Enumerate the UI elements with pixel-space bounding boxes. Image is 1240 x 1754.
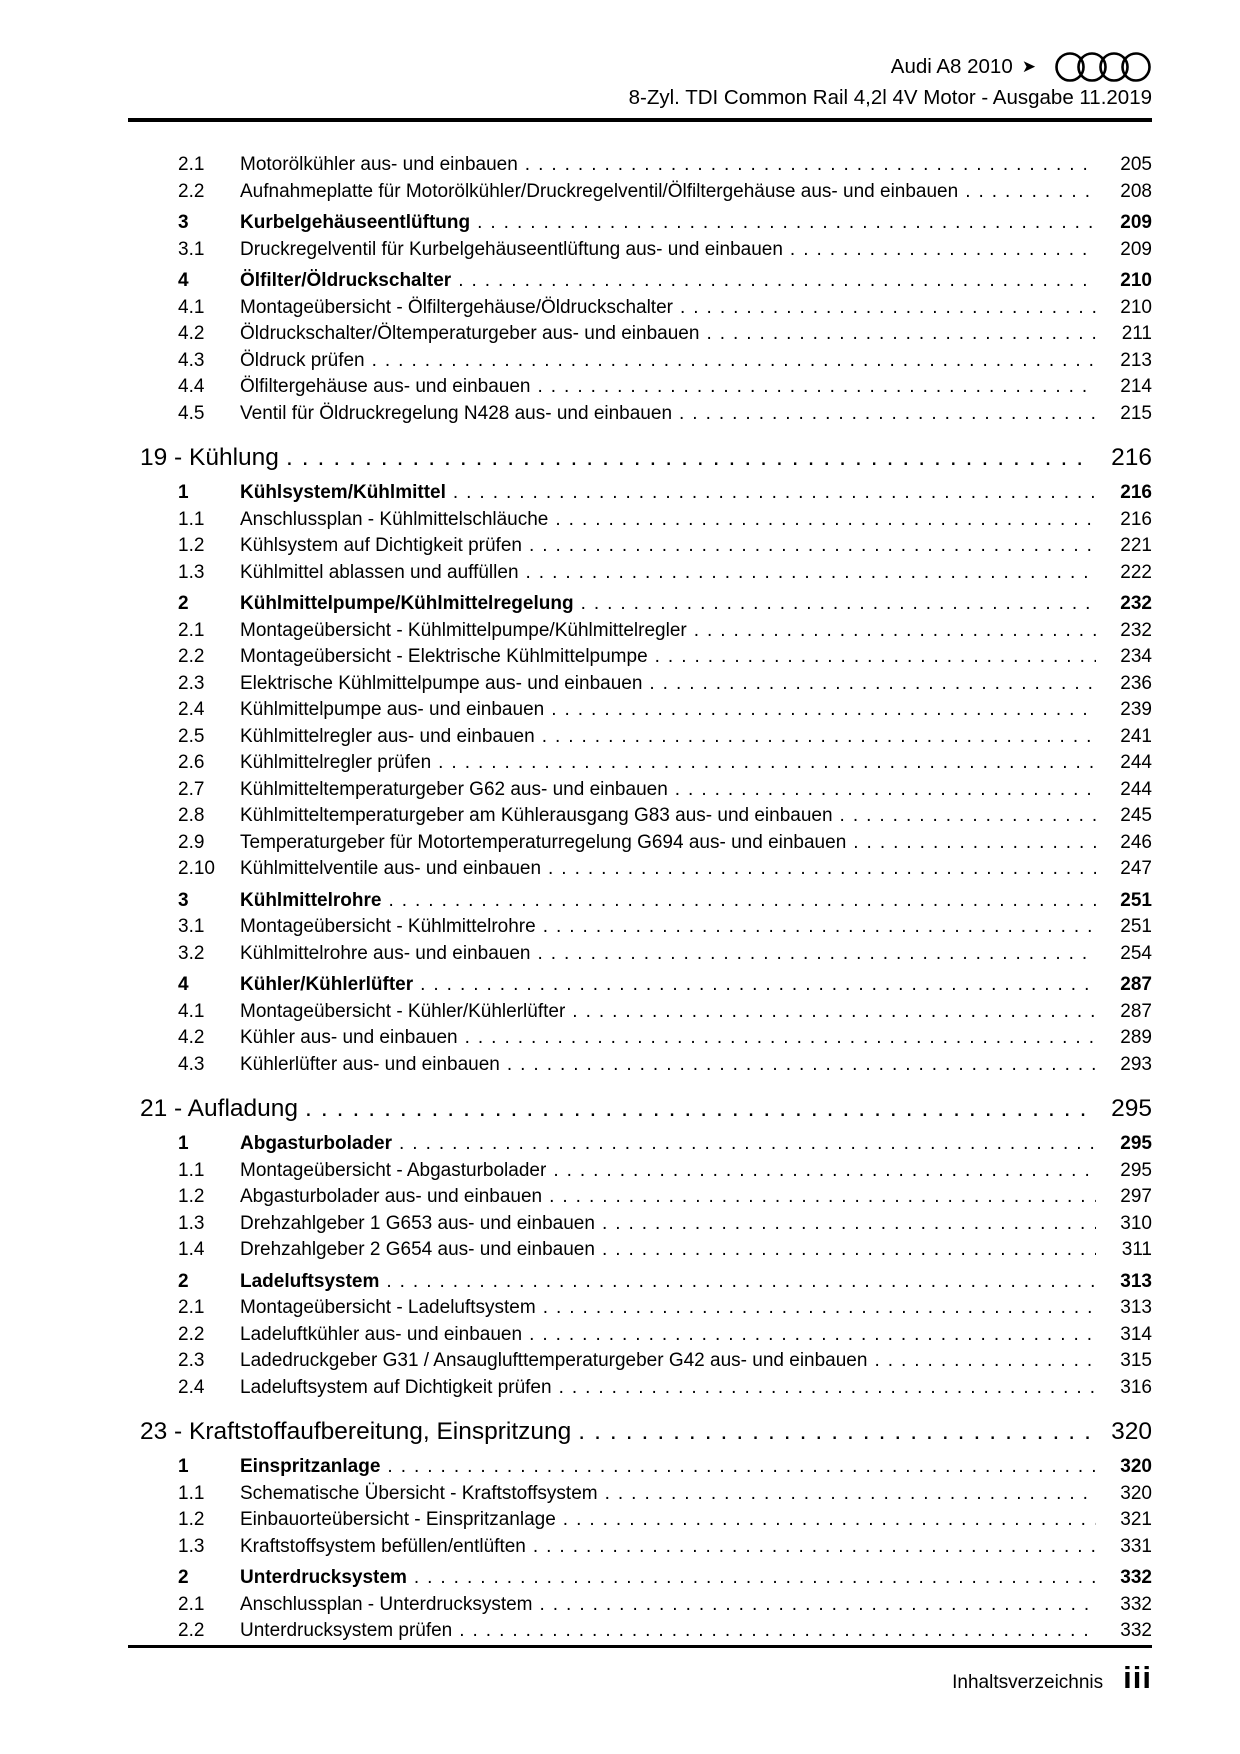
dot-leader [286, 440, 1090, 475]
dot-leader [874, 1348, 1096, 1375]
dot-leader [675, 777, 1096, 804]
model-title: Audi A8 2010 [890, 55, 1013, 78]
entry-number: 2.2 [178, 1323, 205, 1345]
entry-title: Kühlsystem/Kühlmittel [240, 482, 446, 503]
entry-number: 1.3 [178, 1535, 205, 1557]
dot-leader [553, 1158, 1096, 1185]
toc-entry-row [128, 507, 1152, 534]
dot-leader [605, 1481, 1096, 1508]
dot-leader [399, 1131, 1096, 1158]
toc-entry-row [128, 914, 1152, 941]
dot-leader [529, 533, 1096, 560]
entry-page-number: 254 [1120, 942, 1152, 964]
entry-number: 2.4 [178, 1376, 205, 1398]
chapter-page-number: 216 [1111, 444, 1152, 471]
entry-page-number: 246 [1120, 831, 1152, 853]
entry-page-number: 213 [1120, 349, 1152, 371]
entry-number: 3.1 [178, 238, 205, 260]
entry-page-number: 320 [1120, 1482, 1152, 1504]
dot-leader [563, 1507, 1096, 1534]
toc-entry-row [128, 1025, 1152, 1052]
toc-entry-row [128, 1211, 1152, 1238]
entry-number: 1.2 [178, 535, 205, 556]
entry-page-number: 313 [1120, 1270, 1152, 1292]
entry-number: 4.2 [178, 323, 205, 344]
entry-page-number: 311 [1121, 1239, 1152, 1260]
chapter-heading: 21 - Aufladung [140, 1095, 299, 1122]
dot-leader [529, 1322, 1096, 1349]
entry-page-number: 289 [1120, 1027, 1152, 1048]
toc-entry-row [128, 724, 1152, 751]
dot-leader [453, 480, 1096, 507]
entry-page-number: 216 [1120, 508, 1152, 530]
footer-label: Inhaltsverzeichnis [952, 1672, 1104, 1693]
entry-page-number: 287 [1120, 974, 1152, 995]
dot-leader [526, 560, 1096, 587]
entry-page-number: 332 [1120, 1593, 1152, 1615]
entry-title: Kühlmittelrohre [240, 889, 382, 911]
entry-page-number: 293 [1120, 1053, 1152, 1075]
entry-title: Kühlmittelrohre aus- und einbauen [240, 942, 531, 964]
entry-title: Ladeluftsystem [240, 1270, 380, 1292]
toc-entry-row [128, 750, 1152, 777]
entry-page-number: 295 [1120, 1133, 1152, 1154]
entry-page-number: 314 [1120, 1323, 1152, 1345]
entry-title: Einspritzanlage [240, 1456, 381, 1477]
entry-number: 1.2 [178, 1509, 205, 1530]
page-header [128, 0, 1152, 122]
dot-leader [388, 888, 1096, 915]
entry-title: Kühlmittelpumpe/Kühlmittelregelung [240, 593, 574, 614]
entry-number: 1.2 [178, 1186, 205, 1207]
entry-title: Unterdrucksystem prüfen [240, 1620, 453, 1641]
dot-leader [679, 401, 1096, 428]
entry-page-number: 297 [1120, 1186, 1152, 1207]
entry-title: Montageübersicht - Abgasturbolader [240, 1159, 547, 1181]
toc-entry-row [128, 179, 1152, 206]
entry-page-number: 332 [1120, 1620, 1152, 1641]
entry-number: 2.10 [178, 858, 215, 879]
entry-number: 2.1 [178, 154, 205, 175]
dot-leader [458, 268, 1096, 295]
entry-number: 2 [178, 1567, 189, 1588]
entry-title: Kühlmitteltemperaturgeber G62 aus- und einbauen [240, 778, 668, 800]
toc-entry-row [128, 1158, 1152, 1185]
entry-number: 2 [178, 593, 189, 614]
dot-leader [414, 1565, 1096, 1592]
entry-number: 1.4 [178, 1239, 205, 1260]
entry-page-number: 216 [1120, 482, 1152, 503]
entry-page-number: 251 [1120, 916, 1152, 937]
dot-leader [372, 348, 1096, 375]
entry-page-number: 241 [1120, 725, 1152, 747]
dot-leader [555, 507, 1096, 534]
toc-entry-row [128, 1507, 1152, 1534]
audi-rings-icon [1054, 50, 1152, 84]
toc-entry-row [128, 1348, 1152, 1375]
dot-leader [543, 1295, 1096, 1322]
toc-section [128, 152, 1152, 427]
toc-entry-row [128, 237, 1152, 264]
dot-leader [649, 671, 1096, 698]
entry-title: Kühlerlüfter aus- und einbauen [240, 1053, 500, 1075]
entry-page-number: 332 [1120, 1567, 1152, 1588]
toc-entry-row [128, 533, 1152, 560]
entry-page-number: 208 [1120, 180, 1152, 202]
entry-page-number: 331 [1120, 1535, 1152, 1557]
dot-leader [537, 374, 1096, 401]
entry-title: Unterdrucksystem [240, 1567, 407, 1588]
entry-page-number: 232 [1120, 619, 1152, 641]
toc-entry-row [128, 999, 1152, 1026]
entry-title: Kühler aus- und einbauen [240, 1027, 458, 1048]
toc-entry-row [128, 1269, 1152, 1296]
entry-number: 2.6 [178, 752, 205, 773]
toc-entry-row [128, 480, 1152, 507]
header-subtitle: 8-Zyl. TDI Common Rail 4,2l 4V Motor - Ausgabe 11.2019 [628, 86, 1152, 109]
entry-title: Ventil für Öldruckregelung N428 aus- und einbauen [240, 402, 673, 424]
entry-page-number: 209 [1120, 212, 1152, 233]
chapter-heading: 19 - Kühlung [140, 444, 279, 471]
toc-entry-row [128, 210, 1152, 237]
entry-number: 2.5 [178, 725, 205, 747]
entry-number: 1.1 [178, 508, 205, 530]
entry-title: Ölfiltergehäuse aus- und einbauen [240, 376, 531, 397]
entry-page-number: 232 [1120, 593, 1152, 614]
entry-title: Ölfilter/Öldruckschalter [240, 270, 452, 291]
dot-leader [525, 152, 1096, 179]
dot-leader [459, 1618, 1096, 1645]
toc-entry-row [128, 888, 1152, 915]
entry-title: Aufnahmeplatte für Motorölkühler/Druckregelventil/Ölfiltergehäuse aus- und einbauen [240, 180, 959, 202]
chapter-page-number: 295 [1111, 1095, 1152, 1122]
entry-page-number: 313 [1120, 1297, 1152, 1318]
entry-number: 4.3 [178, 349, 205, 371]
entry-page-number: 214 [1120, 376, 1152, 397]
dot-leader [537, 941, 1096, 968]
entry-number: 3.1 [178, 916, 205, 937]
entry-page-number: 244 [1120, 752, 1152, 773]
entry-number: 3.2 [178, 942, 205, 964]
toc-entry-row [128, 1295, 1152, 1322]
toc-chapter-row [128, 1414, 1152, 1449]
dot-leader [559, 1375, 1096, 1402]
entry-title: Ladeluftsystem auf Dichtigkeit prüfen [240, 1376, 552, 1398]
dot-leader [542, 724, 1096, 751]
entry-page-number: 320 [1120, 1456, 1152, 1477]
entry-number: 4.4 [178, 376, 205, 397]
toc-entry-row [128, 1481, 1152, 1508]
entry-title: Kühlmitteltemperaturgeber am Kühlerausgang G83 aus- und einbauen [240, 805, 833, 826]
dot-leader [465, 1025, 1096, 1052]
entry-number: 2.3 [178, 672, 205, 694]
entry-title: Kühlsystem auf Dichtigkeit prüfen [240, 535, 522, 556]
toc-entry-row [128, 321, 1152, 348]
toc-entry-row [128, 941, 1152, 968]
entry-page-number: 316 [1120, 1376, 1152, 1398]
entry-title: Kurbelgehäuseentlüftung [240, 212, 471, 233]
dot-leader [533, 1534, 1096, 1561]
entry-title: Montageübersicht - Kühlmittelrohre [240, 916, 536, 937]
entry-number: 2 [178, 1270, 189, 1292]
dot-leader [680, 295, 1096, 322]
entry-page-number: 247 [1120, 858, 1152, 879]
entry-title: Schematische Übersicht - Kraftstoffsystem [240, 1482, 598, 1504]
entry-title: Elektrische Kühlmittelpumpe aus- und einbauen [240, 672, 643, 694]
dot-leader [548, 856, 1096, 883]
model-year-arrow-icon: ➤ [1021, 57, 1036, 76]
dot-leader [551, 697, 1096, 724]
footer-line [128, 1660, 1152, 1696]
toc-entry-row [128, 618, 1152, 645]
entry-page-number: 210 [1120, 270, 1152, 291]
entry-number: 4.3 [178, 1053, 205, 1075]
entry-title: Kühler/Kühlerlüfter [240, 974, 414, 995]
header-model-line [128, 50, 1152, 84]
dot-leader [578, 1414, 1090, 1449]
toc-entry-row [128, 374, 1152, 401]
toc-entry-row [128, 803, 1152, 830]
entry-number: 4 [178, 270, 189, 291]
entry-page-number: 234 [1120, 646, 1152, 667]
entry-title: Öldruckschalter/Öltemperaturgeber aus- und einbauen [240, 323, 700, 344]
entry-page-number: 209 [1120, 238, 1152, 260]
entry-page-number: 244 [1120, 778, 1152, 800]
dot-leader [581, 591, 1096, 618]
dot-leader [507, 1052, 1096, 1079]
toc-entry-row [128, 268, 1152, 295]
entry-number: 4.5 [178, 402, 205, 424]
toc-section [128, 1091, 1152, 1401]
toc [128, 122, 1152, 1645]
entry-title: Motorölkühler aus- und einbauen [240, 154, 518, 175]
entry-number: 2.7 [178, 778, 205, 800]
entry-title: Kühlmittelventile aus- und einbauen [240, 858, 542, 879]
entry-title: Montageübersicht - Ladeluftsystem [240, 1297, 536, 1318]
dot-leader [420, 972, 1096, 999]
entry-number: 1 [178, 482, 189, 503]
dot-leader [549, 1184, 1096, 1211]
entry-number: 2.2 [178, 180, 205, 202]
entry-number: 3 [178, 889, 189, 911]
dot-leader [965, 179, 1096, 206]
dot-leader [543, 914, 1096, 941]
toc-entry-row [128, 1375, 1152, 1402]
dot-leader [572, 999, 1096, 1026]
entry-number: 2.4 [178, 699, 205, 720]
toc-entry-row [128, 671, 1152, 698]
entry-number: 2.2 [178, 1620, 205, 1641]
entry-title: Montageübersicht - Kühler/Kühlerlüfter [240, 1000, 566, 1022]
entry-title: Kühlmittelregler prüfen [240, 752, 432, 773]
footer-page-number: iii [1123, 1660, 1152, 1695]
entry-number: 4 [178, 974, 189, 995]
toc-entry-row [128, 644, 1152, 671]
entry-page-number: 205 [1120, 154, 1152, 175]
entry-title: Anschlussplan - Unterdrucksystem [240, 1593, 533, 1615]
toc-entry-row [128, 697, 1152, 724]
dot-leader [540, 1592, 1097, 1619]
entry-number: 2.9 [178, 831, 205, 853]
toc-entry-row [128, 1592, 1152, 1619]
entry-title: Kühlmittelregler aus- und einbauen [240, 725, 535, 747]
entry-title: Kraftstoffsystem befüllen/entlüften [240, 1535, 526, 1557]
toc-entry-row [128, 1052, 1152, 1079]
entry-page-number: 211 [1121, 323, 1152, 344]
toc-entry-row [128, 295, 1152, 322]
entry-page-number: 222 [1120, 561, 1152, 583]
toc-entry-row [128, 830, 1152, 857]
entry-title: Ladeluftkühler aus- und einbauen [240, 1323, 523, 1345]
entry-page-number: 239 [1120, 699, 1152, 720]
entry-number: 1 [178, 1456, 189, 1477]
entry-title: Druckregelventil für Kurbelgehäuseentlüftung aus- und einbauen [240, 238, 783, 260]
toc-chapter-row [128, 440, 1152, 475]
entry-title: Montageübersicht - Kühlmittelpumpe/Kühlmittelregler [240, 619, 687, 641]
toc-entry-row [128, 560, 1152, 587]
chapter-page-number: 320 [1111, 1418, 1152, 1445]
entry-page-number: 251 [1120, 889, 1152, 911]
dot-leader [655, 644, 1096, 671]
dot-leader [706, 321, 1096, 348]
entry-number: 1.1 [178, 1482, 205, 1504]
entry-title: Abgasturbolader [240, 1133, 393, 1154]
entry-title: Drehzahlgeber 1 G653 aus- und einbauen [240, 1212, 595, 1234]
entry-page-number: 321 [1120, 1509, 1152, 1530]
entry-title: Anschlussplan - Kühlmittelschläuche [240, 508, 549, 530]
dot-leader [790, 237, 1096, 264]
dot-leader [602, 1211, 1096, 1238]
chapter-heading: 23 - Kraftstoffaufbereitung, Einspritzung [140, 1418, 572, 1445]
toc-section [128, 1414, 1152, 1645]
entry-number: 4.1 [178, 1000, 205, 1022]
entry-number: 2.1 [178, 1297, 205, 1318]
toc-section [128, 440, 1152, 1078]
entry-title: Montageübersicht - Ölfiltergehäuse/Öldruckschalter [240, 296, 673, 318]
entry-page-number: 245 [1120, 805, 1152, 826]
toc-entry-row [128, 972, 1152, 999]
entry-title: Kühlmittel ablassen und auffüllen [240, 561, 519, 583]
toc-entry-row [128, 1565, 1152, 1592]
entry-page-number: 236 [1120, 672, 1152, 694]
entry-page-number: 315 [1120, 1350, 1152, 1371]
entry-title: Ladedruckgeber G31 / Ansauglufttemperaturgeber G42 aus- und einbauen [240, 1350, 868, 1371]
entry-number: 2.2 [178, 646, 205, 667]
toc-entry-row [128, 1184, 1152, 1211]
entry-page-number: 215 [1120, 402, 1152, 424]
dot-leader [438, 750, 1096, 777]
entry-number: 2.3 [178, 1350, 205, 1371]
toc-entry-row [128, 777, 1152, 804]
toc-entry-row [128, 348, 1152, 375]
entry-title: Einbauorteübersicht - Einspritzanlage [240, 1509, 556, 1530]
entry-number: 3 [178, 212, 189, 233]
dot-leader [387, 1454, 1096, 1481]
entry-number: 2.1 [178, 619, 205, 641]
toc-entry-row [128, 856, 1152, 883]
entry-title: Abgasturbolader aus- und einbauen [240, 1186, 543, 1207]
dot-leader [853, 830, 1096, 857]
entry-number: 1.3 [178, 561, 205, 583]
entry-page-number: 210 [1120, 296, 1152, 318]
page-footer [128, 1645, 1152, 1696]
toc-entry-row [128, 1454, 1152, 1481]
toc-entry-row [128, 401, 1152, 428]
dot-leader [477, 210, 1096, 237]
entry-page-number: 287 [1120, 1000, 1152, 1022]
dot-leader [305, 1091, 1090, 1126]
entry-page-number: 310 [1120, 1212, 1152, 1234]
footer-rule [128, 1645, 1152, 1648]
dot-leader [386, 1269, 1096, 1296]
entry-number: 4.1 [178, 296, 205, 318]
toc-entry-row [128, 1534, 1152, 1561]
entry-title: Temperaturgeber für Motortemperaturregelung G694 aus- und einbauen [240, 831, 847, 853]
entry-number: 2.8 [178, 805, 205, 826]
toc-entry-row [128, 1237, 1152, 1264]
entry-page-number: 221 [1120, 535, 1152, 556]
toc-chapter-row [128, 1091, 1152, 1126]
entry-page-number: 295 [1120, 1159, 1152, 1181]
entry-title: Montageübersicht - Elektrische Kühlmittelpumpe [240, 646, 648, 667]
dot-leader [602, 1237, 1096, 1264]
entry-number: 1.3 [178, 1212, 205, 1234]
dot-leader [840, 803, 1096, 830]
toc-entry-row [128, 152, 1152, 179]
toc-entry-row [128, 1131, 1152, 1158]
dot-leader [694, 618, 1096, 645]
entry-number: 1.1 [178, 1159, 205, 1181]
entry-number: 1 [178, 1133, 189, 1154]
entry-title: Öldruck prüfen [240, 349, 365, 371]
toc-entry-row [128, 1618, 1152, 1645]
entry-number: 2.1 [178, 1593, 205, 1615]
entry-number: 4.2 [178, 1027, 205, 1048]
toc-entry-row [128, 1322, 1152, 1349]
entry-title: Drehzahlgeber 2 G654 aus- und einbauen [240, 1239, 595, 1260]
entry-title: Kühlmittelpumpe aus- und einbauen [240, 699, 545, 720]
toc-entry-row [128, 591, 1152, 618]
